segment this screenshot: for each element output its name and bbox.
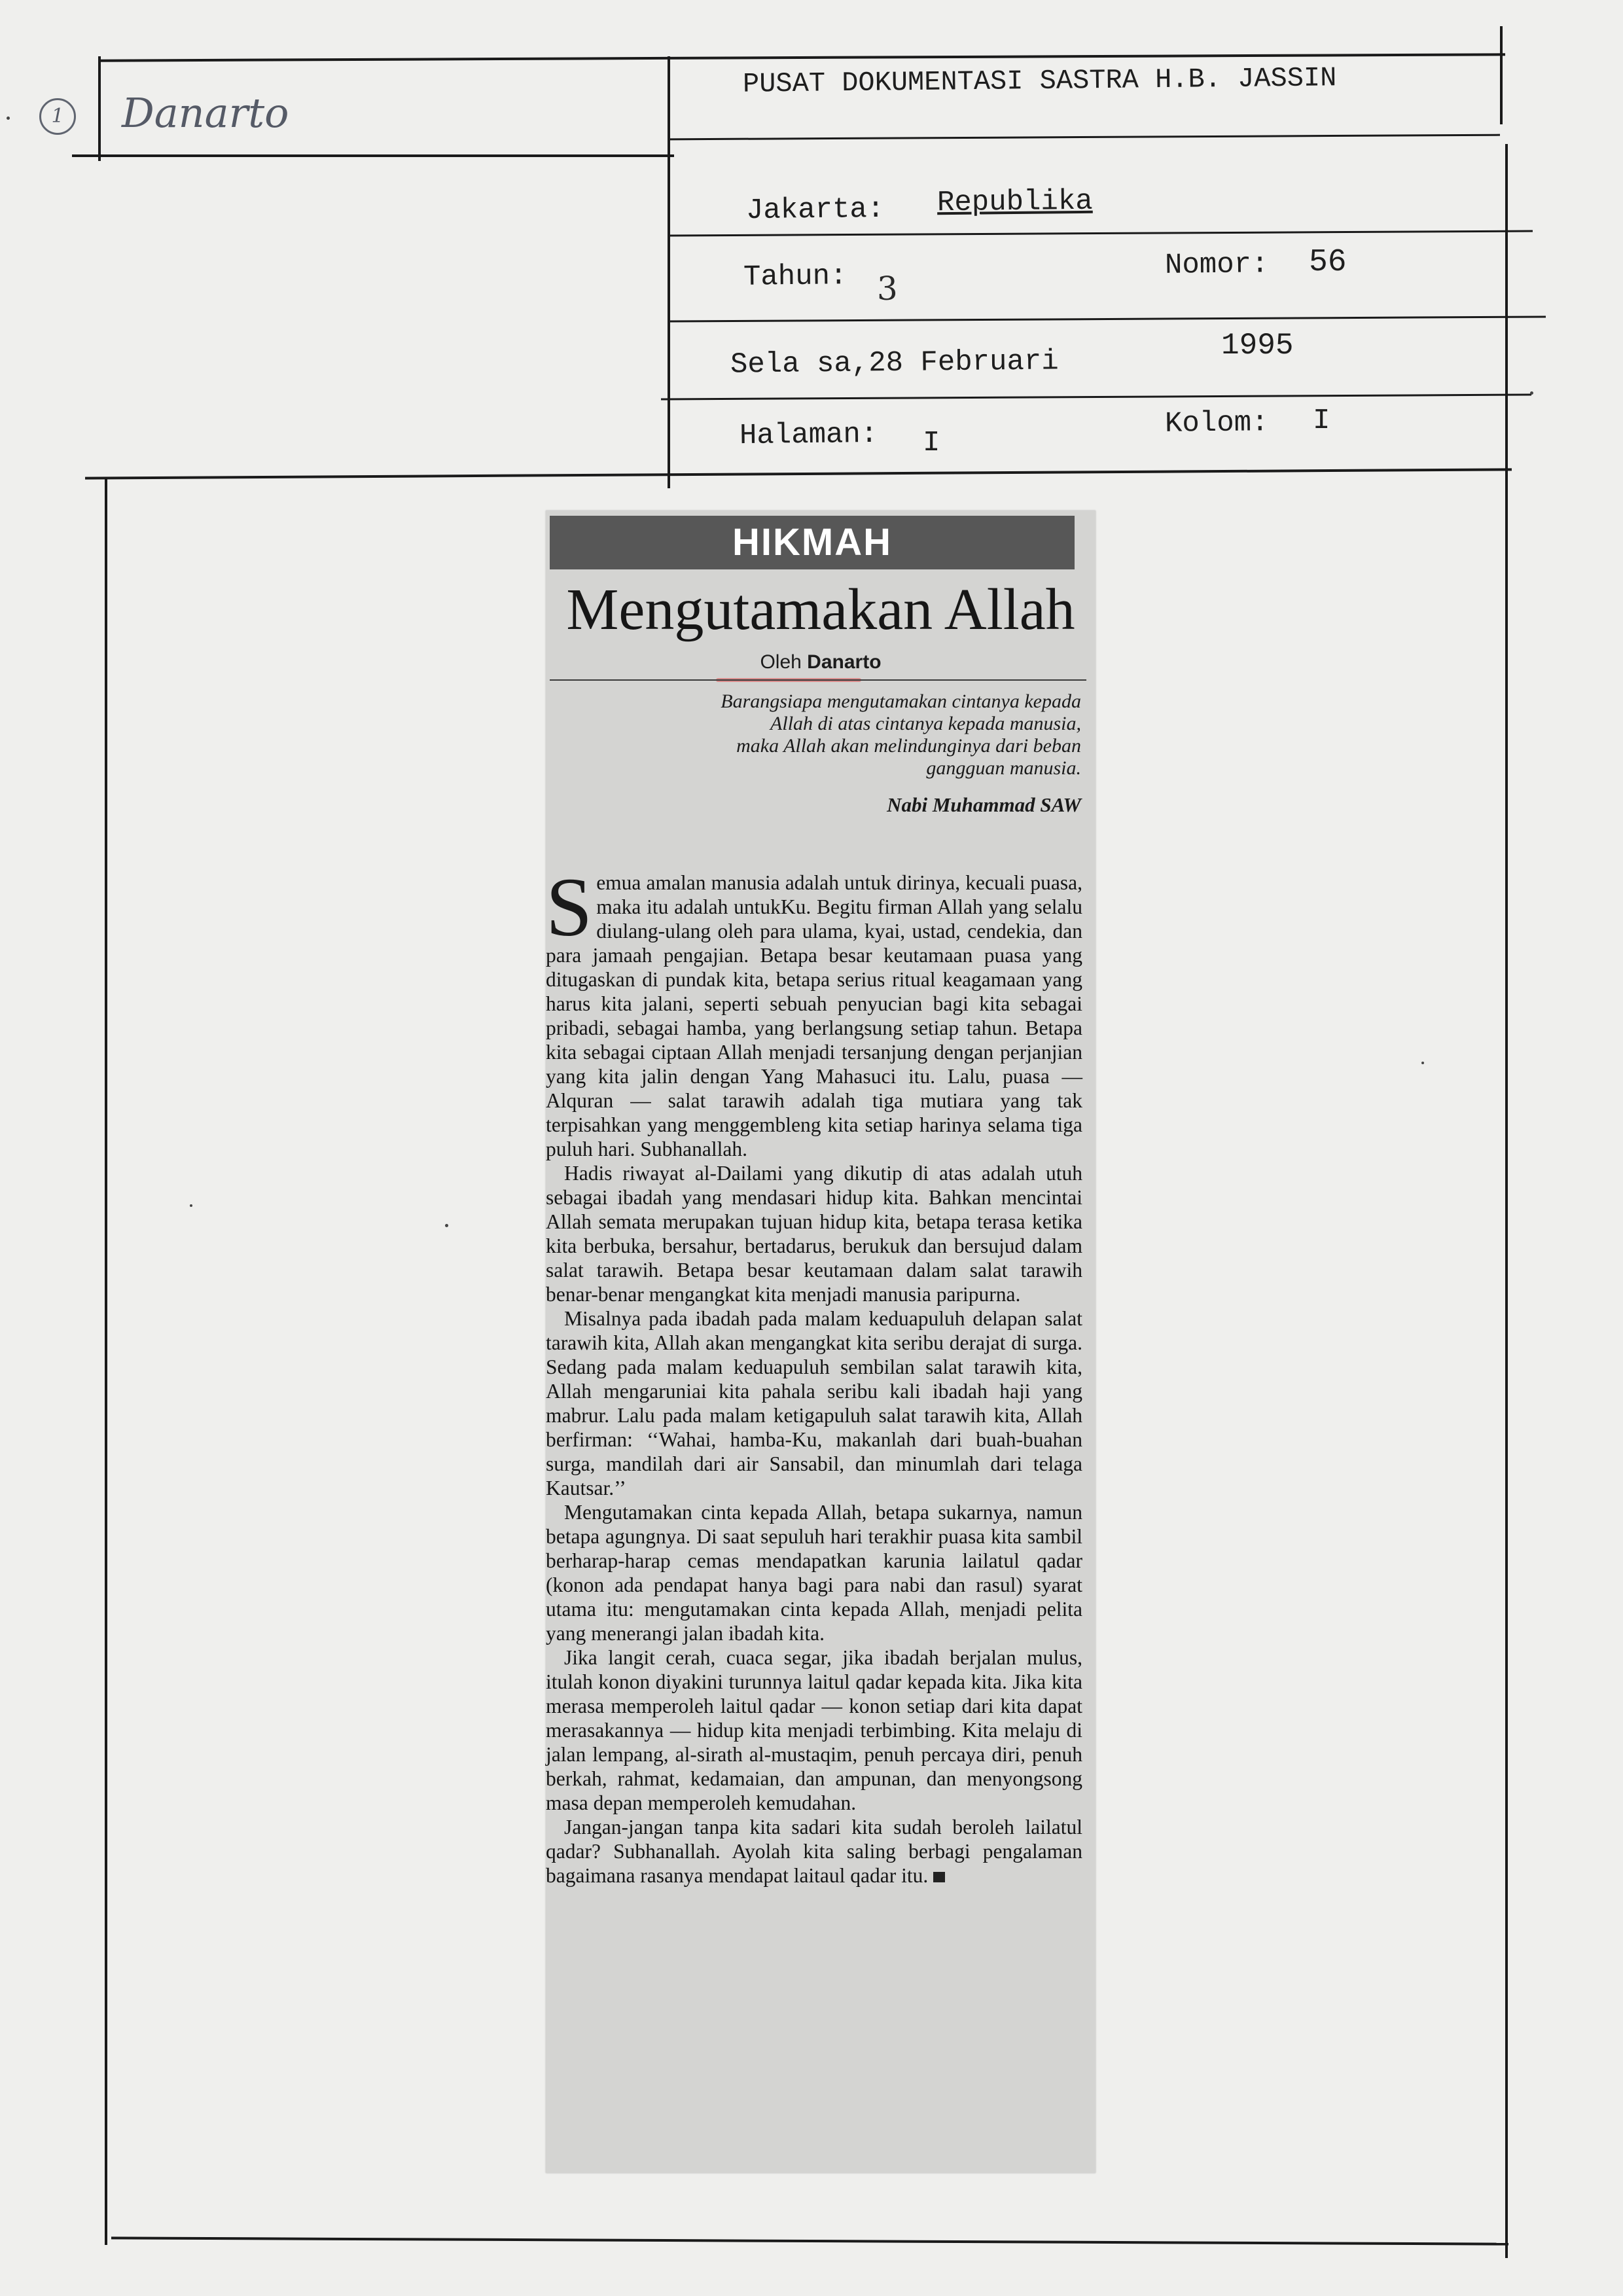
article-paragraph: Misalnya pada ibadah pada malam keduapuluh delapan salat tarawih kita, Allah akan mengangkat kita seribu derajat di surga. Sedang pada malam keduapuluh sembilan salat tarawih kita, Allah mengaruniai kita pahala seribu kali ibadah haji yang mabrur. Lalu pada malam ketigapuluh salat tarawih kita, Allah berfirman: ‘‘Wahai, hamba-Ku, makanlah dari buah-buahan surga, mandilah dari air Sansabil, dan minumlah dari telaga Kautsar.’’ [546, 1307, 1082, 1499]
year-label: Tahun: [743, 260, 847, 294]
column-label: Kolom: [1164, 406, 1269, 440]
article-paragraph [546, 1815, 1082, 1888]
epigraph-line: Barangsiapa mengutamakan cintanya kepada [721, 691, 1081, 712]
speck [190, 1204, 192, 1207]
handwritten-author-name: Danarto [122, 89, 289, 137]
speck [1530, 391, 1533, 395]
speck [7, 117, 10, 120]
frame-line-institution-bottom [669, 134, 1500, 141]
paragraph-text: Jangan-jangan tanpa kita sadari kita sudah beroleh lailatul qadar? Subhanallah. Ayolah kita saling berbagi pengalaman bagaimana rasanya mendapat laitaul qadar itu. [546, 1816, 1082, 1887]
page-value: I [923, 427, 940, 459]
byline-author: Danarto [807, 651, 882, 673]
frame-line-author-left [98, 56, 101, 161]
article-body [546, 861, 1082, 1888]
frame-line-right [1505, 144, 1508, 2258]
publication-name: Republika [936, 185, 1093, 220]
frame-line-divider [668, 56, 670, 488]
number-value: 56 [1309, 245, 1347, 280]
frame-line-bottom [111, 2236, 1508, 2245]
frame-line-right-top [1500, 26, 1503, 124]
handwritten-circled-number: 1 [39, 98, 76, 135]
newspaper-clipping [546, 511, 1096, 2173]
frame-line-top [98, 53, 1505, 62]
paragraph-text: emua amalan manusia adalah untuk dirinya, kecuali puasa, maka itu adalah untukKu. Begitu firman Allah yang selalu diulang-ulang oleh para ulama, kyai, ustad, cendekia, dan para jamaah pengajian. Betapa besar keutamaan puasa yang ditugaskan di pundak kita, betapa serius ritual keagamaan yang harus kita jalani, seperti sebuah penyucian bagi kita sebagai pribadi, sebagai hamba, yang berlangsung setiap tahun. Betapa kita sebagai ciptaan Allah menjadi tersanjung dengan perjanjian yang kita jalin dengan Yang Mahasuci itu. Lalu, puasa — Alquran — salat tarawih adalah tiga mutiara yang tak terpisahkan yang menggembleng kita setiap harinya selama tiga puluh hari. Subhanallah. [546, 871, 1082, 1160]
year-value: 3 [877, 270, 898, 308]
frame-line-left [105, 478, 107, 2245]
end-mark-icon [933, 1872, 945, 1882]
article-paragraph: Jika langit cerah, cuaca segar, jika ibadah berjalan mulus, itulah konon diyakini turunnya laitul qadar kepada kita. Jika kita merasa memperoleh laitul qadar — konon setiap dari kita dapat merasakannya — hidup kita menjadi terbimbing. Kita melaju di jalan lempang, al-sirath al-mustaqim, penuh percaya diri, penuh berkah, rahmat, kedamaian, dan ampunan, dan menyongsong masa depan memperoleh kemudahan. [546, 1646, 1082, 1814]
number-label: Nomor: [1164, 248, 1269, 282]
section-banner: HIKMAH [550, 516, 1075, 569]
speck [445, 1224, 448, 1227]
date-year: 1995 [1221, 329, 1294, 363]
article-paragraph [546, 861, 1082, 1161]
institution-name: PUSAT DOKUMENTASI SASTRA H.B. JASSIN [742, 62, 1337, 100]
byline-prefix: Oleh [760, 651, 802, 673]
date-printed: Sela sa,28 Februari [730, 345, 1059, 382]
frame-line-header-bottom [85, 468, 1512, 479]
epigraph-line: maka Allah akan melindunginya dari beban [736, 735, 1081, 757]
headline: Mengutamakan Allah [566, 577, 1075, 642]
article-paragraph: Hadis riwayat al-Dailami yang dikutip di atas adalah utuh sebagai ibadah yang mendasari hidup kita. Bahkan mencintai Allah semata merupakan tujuan hidup kita, betapa terasa ketika kita berbuka, bersahur, bertadarus, berukuk dan bersujud dalam salat tarawih. Betapa besar keutamaan dalam salat tarawih benar-benar mengangkat kita menjadi manusia paripurna. [546, 1162, 1082, 1306]
drop-cap: S [546, 861, 593, 954]
article-paragraph: Mengutamakan cinta kepada Allah, betapa sukarnya, namun betapa agungnya. Di saat sepuluh hari terakhir puasa kita sambil berharap-harap cemas mendapatkan karunia lailatul qadar (konon ada pendapat hanya bagi para nabi dan rasul) syarat utama itu: mengutamakan cinta kepada Allah, menjadi pelita yang menerangi jalan ibadah kita. [546, 1501, 1082, 1645]
frame-line-year-bottom [669, 315, 1546, 322]
epigraph-line: gangguan manusia. [926, 757, 1081, 779]
page-label: Halaman: [739, 418, 878, 453]
byline [546, 651, 1096, 673]
epigraph-attribution: Nabi Muhammad SAW [887, 793, 1081, 816]
frame-line-publication-bottom [669, 230, 1533, 237]
frame-line-under-author [72, 154, 674, 157]
publication-label: Jakarta: [745, 192, 885, 228]
headline-rule [550, 679, 1086, 681]
frame-line-date-bottom [661, 394, 1531, 401]
column-value: I [1313, 404, 1330, 437]
epigraph-line: Allah di atas cintanya kepada manusia, [770, 713, 1081, 734]
speck [1421, 1062, 1424, 1064]
epigraph [623, 691, 1081, 780]
